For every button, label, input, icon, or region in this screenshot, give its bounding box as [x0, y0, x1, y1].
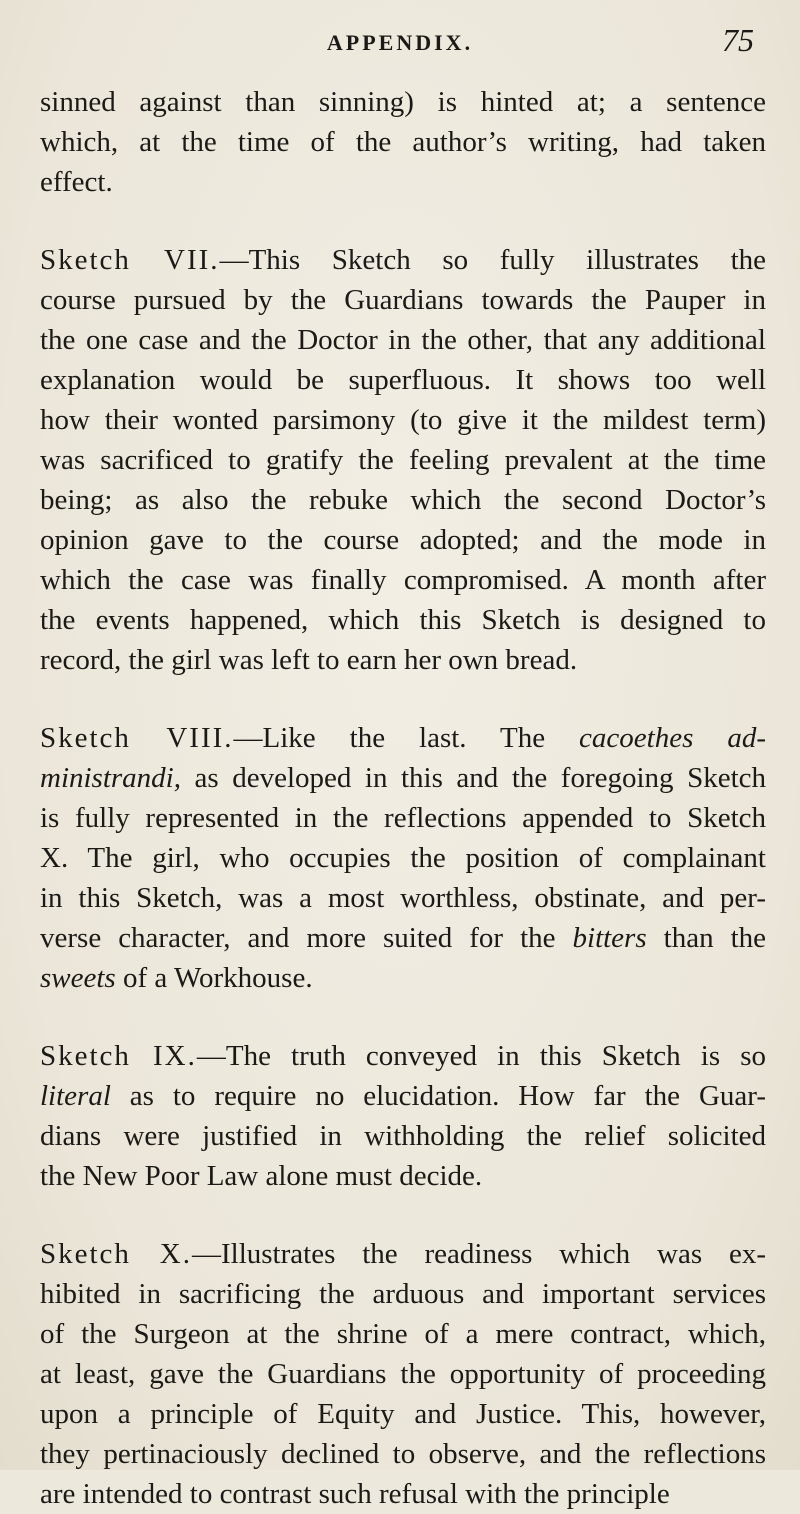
text-line: hibited in sacrificing the arduous and important services: [40, 1278, 766, 1310]
text-span: —Illustrates the readiness which was ex-: [192, 1238, 766, 1270]
italic-text: cacoethes ad-: [579, 722, 766, 754]
text-line: opinion gave to the course adopted; and the mode in: [40, 524, 766, 556]
sketch-heading: Sketch VII.: [40, 244, 220, 276]
paragraph-sketch-x: [40, 1234, 766, 1514]
text-line: are intended to contrast such refusal with the principle: [40, 1478, 670, 1510]
text-line: the New Poor Law alone must decide.: [40, 1160, 483, 1192]
body-text: [40, 82, 766, 1514]
italic-text: ministrandi,: [40, 762, 181, 794]
text-line: explanation would be superfluous. It shows too well: [40, 364, 766, 396]
sketch-heading: Sketch X.: [40, 1238, 192, 1270]
text-span: verse character, and more suited for the: [40, 922, 573, 954]
text-span: —The truth conveyed in this Sketch is so: [196, 1040, 766, 1072]
text-span: —This Sketch so fully illustrates the: [219, 244, 766, 276]
text-line: X. The girl, who occupies the position of complainant: [40, 842, 766, 874]
italic-text: bitters: [572, 922, 647, 954]
text-span: as to require no elucidation. How far the Guar-: [110, 1080, 766, 1112]
text-line: effect.: [40, 166, 113, 198]
paragraph-gap: [40, 680, 766, 718]
italic-text: sweets: [40, 962, 116, 994]
text-line: is fully represented in the reflections appended to Sketch: [40, 802, 766, 834]
text-line: [40, 1234, 766, 1274]
text-line: [40, 240, 766, 280]
paragraph: [40, 82, 766, 202]
text-span: as developed in this and the foregoing Sketch: [181, 762, 766, 794]
text-line: dians were justified in withholding the relief solicited: [40, 1120, 766, 1152]
text-span: of a Workhouse.: [115, 962, 313, 994]
text-line: in this Sketch, was a most worthless, obstinate, and per-: [40, 882, 766, 914]
text-line: how their wonted parsimony (to give it the mildest term): [40, 404, 766, 436]
running-title: APPENDIX.: [326, 30, 474, 55]
text-line: they pertinaciously declined to observe, and the reflections: [40, 1438, 766, 1470]
text-line: course pursued by the Guardians towards the Pauper in: [40, 284, 766, 316]
text-span: than the: [646, 922, 766, 954]
text-line: record, the girl was left to earn her own bread.: [40, 644, 578, 676]
text-line: which the case was finally compromised. A month after: [40, 564, 766, 596]
text-line: which, at the time of the author’s writing, had taken: [40, 126, 766, 158]
paragraph-gap: [40, 202, 766, 240]
text-line: [40, 1036, 766, 1076]
sketch-heading: Sketch IX.: [40, 1040, 197, 1072]
text-line: [40, 918, 766, 958]
text-line: [40, 1076, 766, 1116]
paragraph-sketch-viii: [40, 718, 766, 998]
page-number: 75: [722, 22, 754, 58]
text-line: sinned against than sinning) is hinted at; a sentence: [40, 86, 766, 118]
text-line: the events happened, which this Sketch is designed to: [40, 604, 766, 636]
paragraph-sketch-vii: [40, 240, 766, 680]
text-line: upon a principle of Equity and Justice. This, however,: [40, 1398, 766, 1430]
text-line: of the Surgeon at the shrine of a mere contract, which,: [40, 1318, 766, 1350]
paragraph-gap: [40, 998, 766, 1036]
running-head: [30, 22, 770, 62]
text-line: [40, 758, 766, 798]
text-line: being; as also the rebuke which the second Doctor’s: [40, 484, 766, 516]
text-line: [40, 718, 766, 758]
text-line: at least, gave the Guardians the opportunity of proceeding: [40, 1358, 766, 1390]
paragraph-gap: [40, 1196, 766, 1234]
text-span: —Like the last. The: [233, 722, 580, 754]
text-line: was sacrificed to gratify the feeling prevalent at the time: [40, 444, 766, 476]
italic-text: literal: [40, 1080, 111, 1112]
paragraph-sketch-ix: [40, 1036, 766, 1196]
sketch-heading: Sketch VIII.: [40, 722, 234, 754]
text-line: the one case and the Doctor in the other, that any additional: [40, 324, 766, 356]
text-line: [40, 958, 766, 998]
